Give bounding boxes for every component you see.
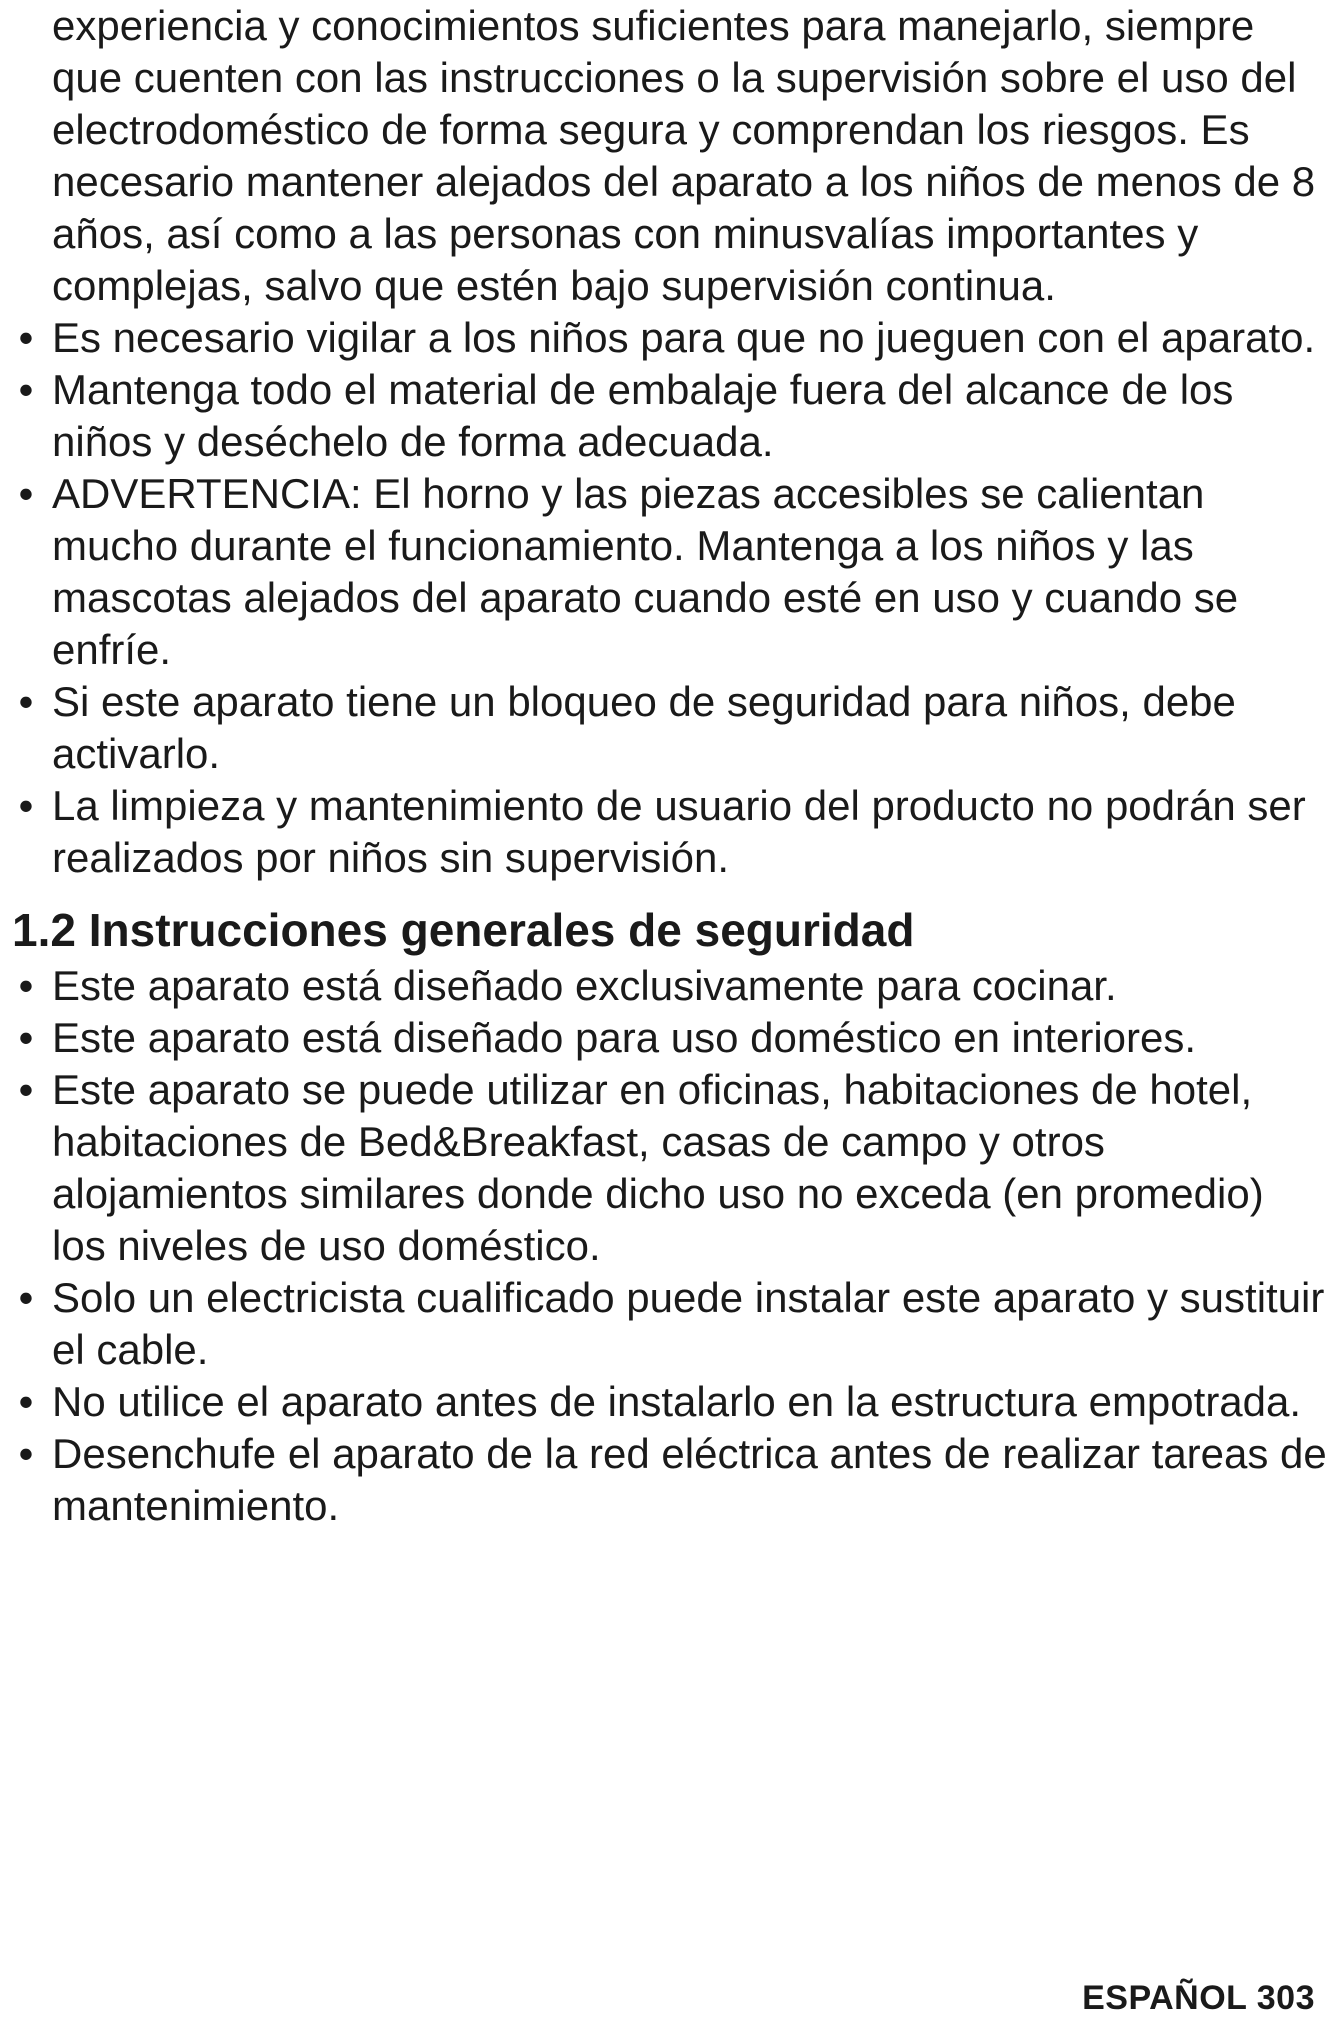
list-item [12,676,1328,780]
list-item-text: La limpieza y mantenimiento de usuario del producto no podrán ser realizados por niños sin supervisión. [52,782,1306,881]
bullet-icon: • [18,1066,34,1113]
page-footer [1082,1979,1315,2018]
list-item [12,468,1328,676]
list-item [12,364,1328,468]
footer-language: ESPAÑOL [1082,1979,1247,2017]
list-item-text: Este aparato se puede utilizar en oficinas, habitaciones de hotel, habitaciones de Bed&Breakfast, casas de campo y otros alojamientos similares donde dicho uso no exceda (en promedio) los niveles de uso doméstico. [52,1066,1264,1269]
list-item-text: Solo un electricista cualificado puede instalar este aparato y sustituir el cable. [52,1274,1325,1373]
list-item [12,1428,1328,1532]
bullet-icon: • [18,962,34,1009]
bullet-icon: • [18,678,34,725]
bullet-icon: • [18,366,34,413]
list-item-text: Mantenga todo el material de embalaje fuera del alcance de los niños y deséchelo de forma adecuada. [52,366,1234,465]
list-item-text: Es necesario vigilar a los niños para que no jueguen con el aparato. [52,314,1316,361]
list-item [12,1064,1328,1272]
bullet-icon: • [18,1014,34,1061]
bullet-icon: • [18,1378,34,1425]
list-item-text: Este aparato está diseñado para uso doméstico en interiores. [52,1014,1197,1061]
list-item [12,312,1328,364]
page-number: 303 [1256,1979,1315,2017]
list-item [12,1376,1328,1428]
intro-paragraph: experiencia y conocimientos suficientes para manejarlo, siempre que cuenten con las instrucciones o la supervisión sobre el uso del electrodoméstico de forma segura y comprendan los riesgos. Es necesario mantener alejados del aparato a los niños de menos de 8 años, así como a las personas con minusvalías importantes y complejas, salvo que estén bajo supervisión continua. [52,2,1316,309]
list-item-text: Si este aparato tiene un bloqueo de seguridad para niños, debe activarlo. [52,678,1236,777]
children-safety-list [12,312,1328,884]
bullet-icon: • [18,314,34,361]
list-item [12,960,1328,1012]
section-heading: 1.2 Instrucciones generales de seguridad [12,904,915,956]
bullet-icon: • [18,1430,34,1477]
list-item [12,1012,1328,1064]
page-content [12,0,1328,1532]
bullet-icon: • [18,1274,34,1321]
general-safety-list [12,960,1328,1532]
list-item [12,780,1328,884]
list-item-text: Este aparato está diseñado exclusivamente para cocinar. [52,962,1117,1009]
list-item-text: No utilice el aparato antes de instalarlo en la estructura empotrada. [52,1378,1302,1425]
bullet-icon: • [18,782,34,829]
list-item [12,1272,1328,1376]
list-item-text: ADVERTENCIA: El horno y las piezas accesibles se calientan mucho durante el funcionamiento. Mantenga a los niños y las mascotas alejados del aparato cuando esté en uso y cuando se enfríe. [52,470,1239,673]
bullet-icon: • [18,470,34,517]
list-item-text: Desenchufe el aparato de la red eléctrica antes de realizar tareas de mantenimiento. [52,1430,1327,1529]
